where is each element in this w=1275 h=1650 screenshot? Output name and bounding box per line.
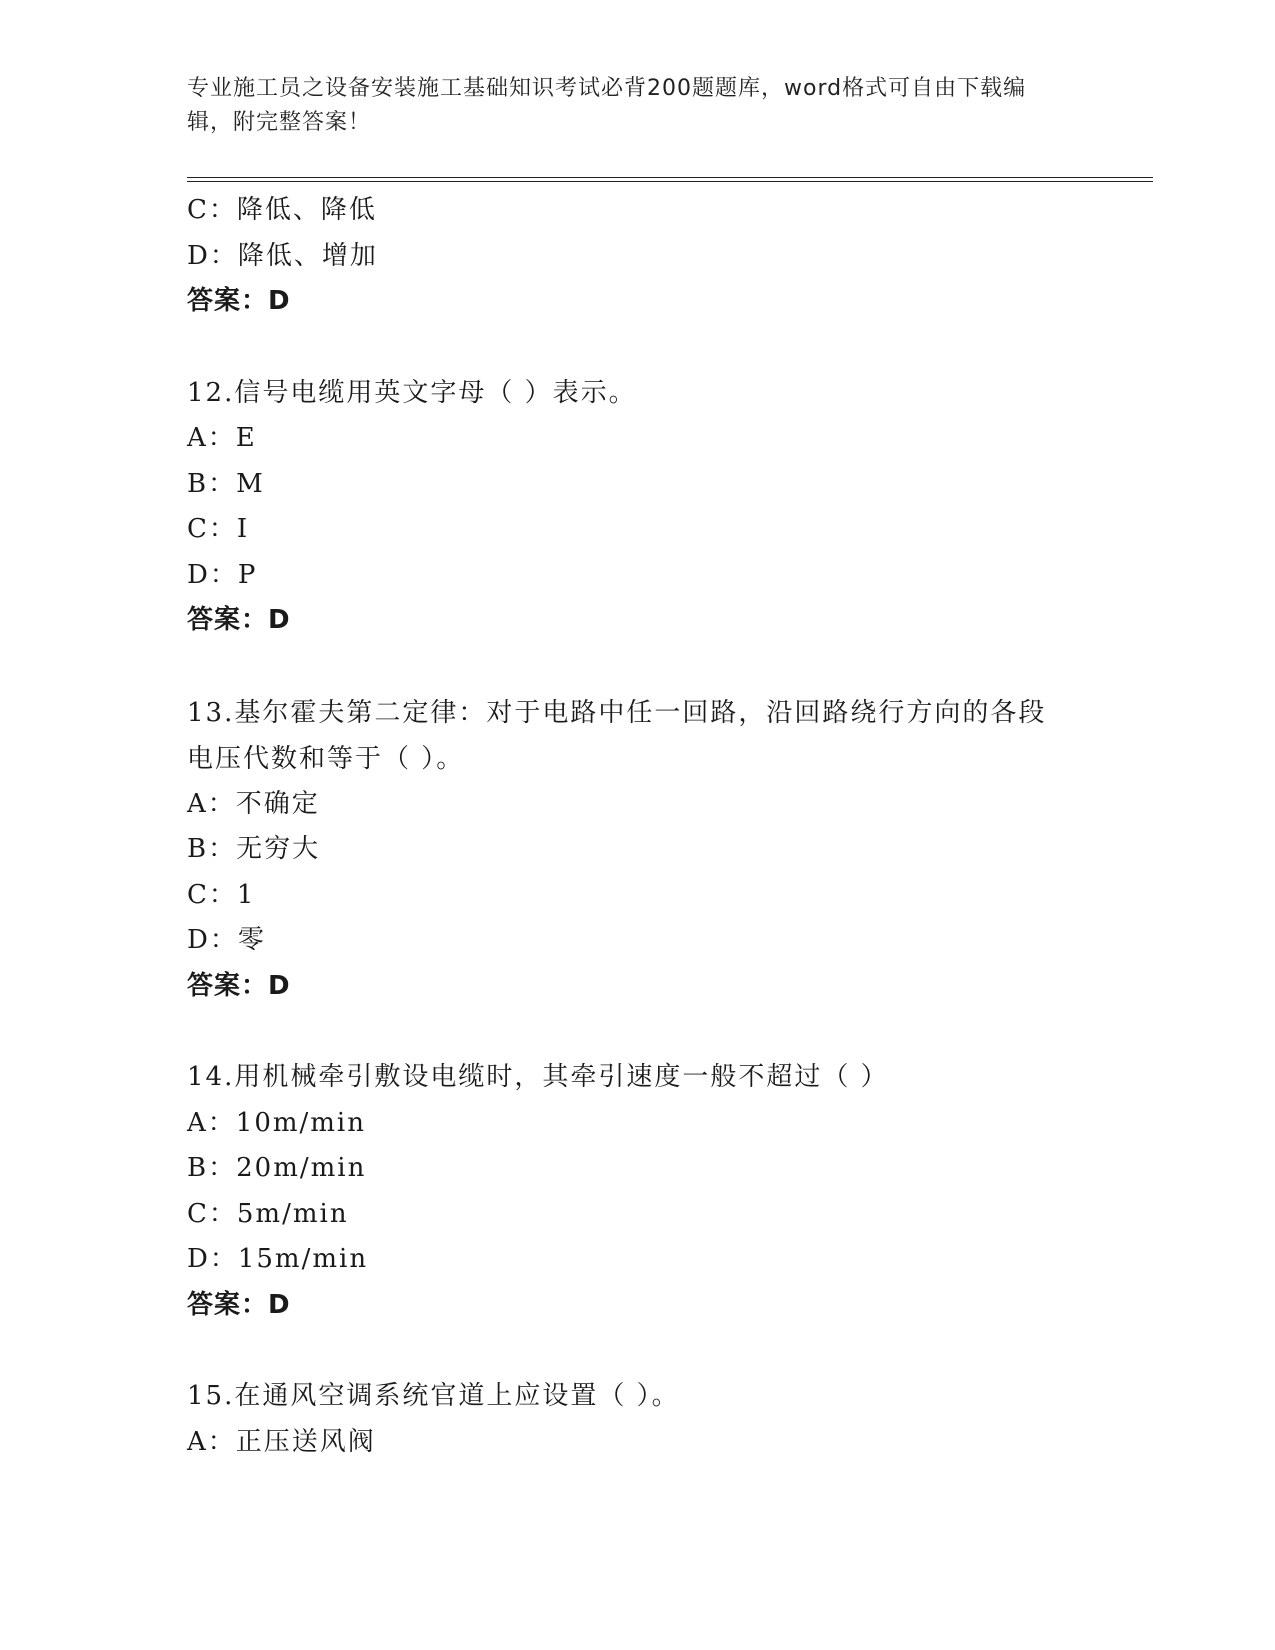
- question-12-option-b: B：M: [187, 468, 265, 499]
- question-13-answer: 答案：D: [187, 970, 291, 1001]
- question-13-option-a: A：不确定: [187, 788, 320, 819]
- question-14-option-c: C：5m/min: [187, 1198, 349, 1229]
- option-c: C：降低、降低: [187, 195, 377, 225]
- question-12-option-a: A：E: [187, 423, 257, 453]
- question-content: [187, 188, 1087, 1465]
- question-15-option-a: A：正压送风阀: [187, 1426, 376, 1457]
- question-13-option-c: C：1: [187, 879, 256, 910]
- question-14-option-a: A：10m/min: [187, 1107, 366, 1138]
- option-d: D：降低、增加: [187, 240, 378, 271]
- question-12-text: 12.信号电缆用英文字母（ ）表示。: [187, 377, 637, 408]
- header-rule-top: [187, 177, 1153, 178]
- question-14-option-d: D：15m/min: [187, 1244, 369, 1274]
- question-14-text: 14.用机械牵引敷设电缆时，其牵引速度一般不超过（ ）: [187, 1062, 889, 1092]
- question-12-option-c: C：I: [187, 514, 250, 544]
- question-13-text: 13.基尔霍夫第二定律：对于电路中任一回路，沿回路绕行方向的各段电压代数和等于（ ）。: [187, 697, 1047, 774]
- question-12-option-d: D：P: [187, 559, 258, 590]
- question-13-option-b: B：无穷大: [187, 834, 321, 864]
- question-15-text: 15.在通风空调系统官道上应设置（ ）。: [187, 1381, 680, 1411]
- question-13-option-d: D：零: [187, 925, 266, 955]
- question-12-answer: 答案：D: [187, 605, 291, 635]
- header-rule-bottom: [187, 181, 1153, 182]
- page-header: 专业施工员之设备安装施工基础知识考试必背200题题库，word格式可自由下载编辑，附完整答案！: [187, 76, 1027, 135]
- question-14-answer: 答案：D: [187, 1289, 291, 1320]
- answer-label: 答案：D: [187, 286, 291, 316]
- question-14-option-b: B：20m/min: [187, 1153, 367, 1183]
